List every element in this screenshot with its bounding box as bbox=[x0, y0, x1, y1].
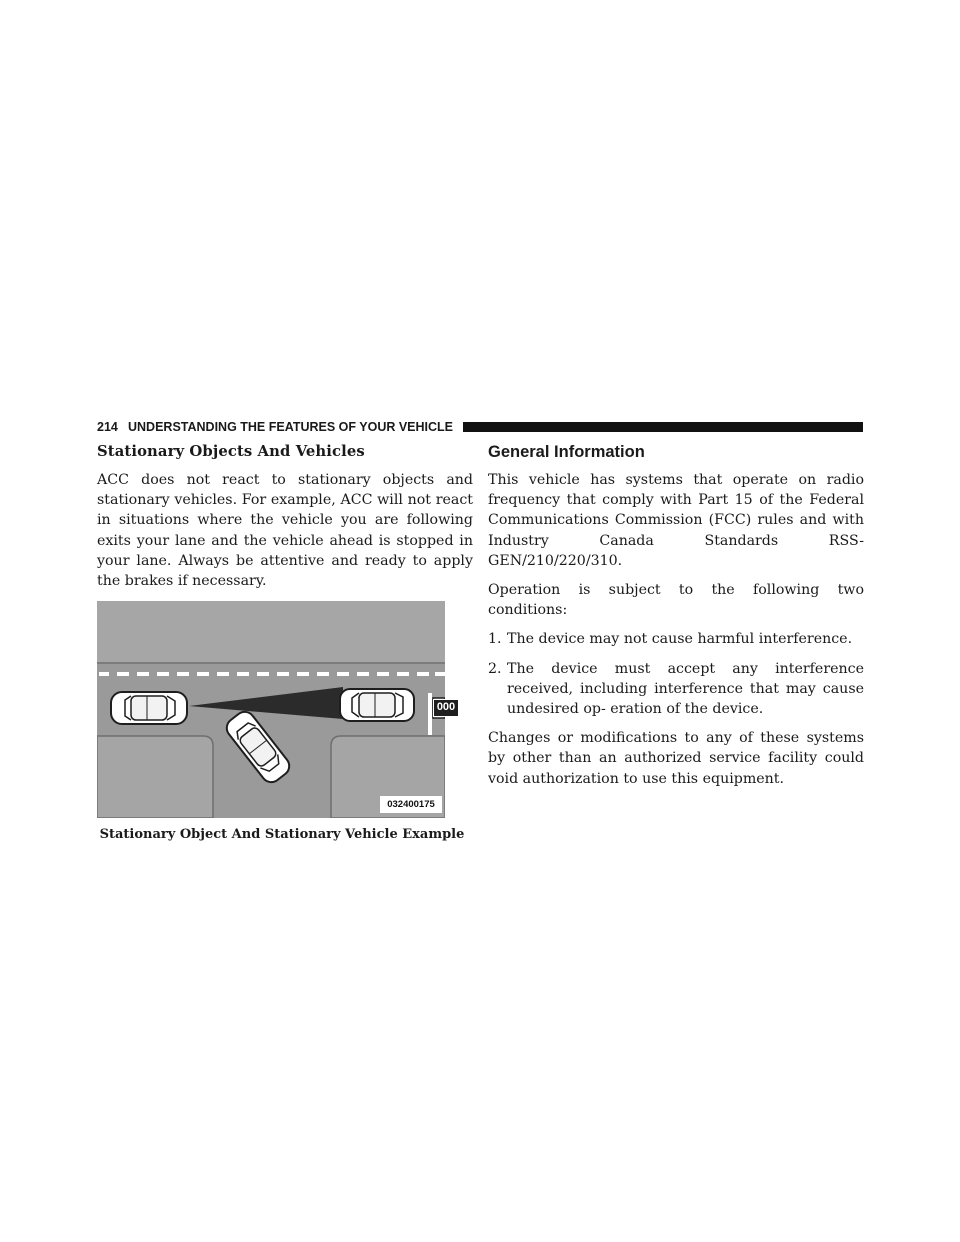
list-item bbox=[488, 629, 864, 649]
general-intro-paragraph: This vehicle has systems that operate on radio frequency that comply with Part 15 of the Federal Communications Commission (FCC) rules and with Industry Canada Standards RSS- GEN/210/220/310. bbox=[488, 472, 864, 569]
speed-sign bbox=[433, 699, 459, 717]
conditions-intro: Operation is subject to the following two conditions: bbox=[488, 582, 864, 619]
closing-paragraph: Changes or modifications to any of these systems by other than an authorized service facility could void authorization to use this equipment. bbox=[488, 730, 864, 787]
lower-left-block bbox=[97, 736, 213, 818]
stationary-paragraph: ACC does not react to stationary objects and stationary vehicles. For example, ACC will not react in situations where the vehicle you are following exits your lane and the vehicle ahead is stopped in your lane. Always be attentive and ready to apply the brakes if necessary. bbox=[97, 472, 473, 590]
list-text: The device may not cause harmful interference. bbox=[507, 631, 853, 648]
section-heading-general: General Information bbox=[488, 443, 645, 461]
stop-line bbox=[428, 693, 432, 735]
figure-caption: Stationary Object And Stationary Vehicle Example bbox=[99, 827, 465, 843]
list-number: 1. bbox=[488, 631, 502, 648]
section-heading-stationary: Stationary Objects And Vehicles bbox=[97, 443, 365, 460]
figure-id: 032400175 bbox=[387, 799, 435, 811]
list-item bbox=[488, 659, 864, 720]
right-column bbox=[488, 440, 864, 789]
acc-diagram bbox=[97, 601, 445, 818]
page-header bbox=[97, 419, 863, 435]
page-number: 214 bbox=[97, 420, 118, 434]
following-car bbox=[111, 692, 187, 724]
left-column bbox=[97, 440, 473, 844]
stationary-car bbox=[340, 689, 414, 721]
upper-curb-area bbox=[97, 601, 445, 664]
acc-illustration bbox=[97, 601, 456, 818]
sign-digits: 000 bbox=[436, 701, 456, 714]
list-text: The device must accept any interference received, including interference that may cause undesired op- eration of the device. bbox=[507, 660, 864, 718]
list-number: 2. bbox=[488, 660, 502, 677]
header-rule bbox=[463, 422, 863, 432]
section-title: UNDERSTANDING THE FEATURES OF YOUR VEHICLE bbox=[128, 420, 454, 434]
